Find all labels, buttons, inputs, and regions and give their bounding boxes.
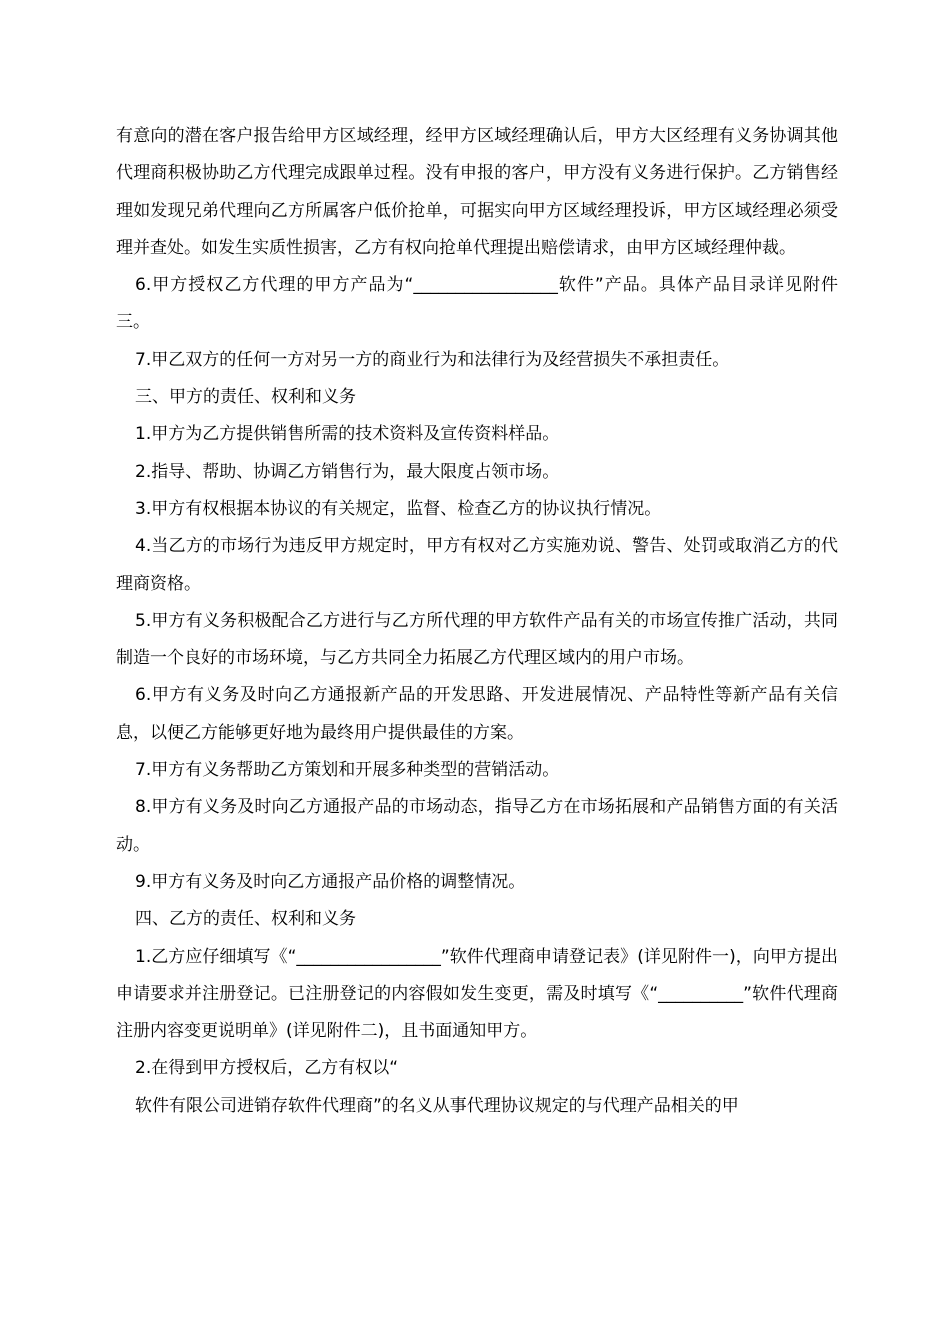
- section-heading-3: 三、甲方的责任、权利和义务: [135, 387, 356, 408]
- paragraph-clause-3-5: 5.甲方有义务积极配合乙方进行与乙方所代理的甲方软件产品有关的市场宣传推广活动，共同制造一个良好的市场环境，与乙方共同全力拓展乙方代理区域内的用户市场。: [116, 610, 838, 669]
- paragraph-clause-3-2: 2.指导、帮助、协调乙方销售行为，最大限度占领市场。: [135, 461, 560, 482]
- paragraph-clause-4-2-continued: 软件有限公司进销存软件代理商”的名义从事代理协议规定的与代理产品相关的甲: [135, 1095, 739, 1116]
- paragraph-clause-4-2: 2.在得到甲方授权后，乙方有权以“: [135, 1058, 399, 1079]
- paragraph-continuation: 有意向的潜在客户报告给甲方区域经理，经甲方区域经理确认后，甲方大区经理有义务协调其他代理商积极协助乙方代理完成跟单过程。没有申报的客户，甲方没有义务进行保护。乙方销售经理如发现兄弟代理向乙方所属客户低价抢单，可据实向甲方区域经理投诉，甲方区域经理必须受理并查处。如发生实质性损害，乙方有权向抢单代理提出赔偿请求，由甲方区域经理仲裁。: [116, 126, 838, 258]
- paragraph-clause-3-7: 7.甲方有义务帮助乙方策划和开展多种类型的营销活动。: [135, 760, 560, 781]
- paragraph-clause-2-7: 7.甲乙双方的任何一方对另一方的商业行为和法律行为及经营损失不承担责任。: [135, 349, 730, 370]
- paragraph-clause-3-4: 4.当乙方的市场行为违反甲方规定时，甲方有权对乙方实施劝说、警告、处罚或取消乙方的代理商资格。: [116, 536, 838, 594]
- paragraph-clause-3-3: 3.甲方有权根据本协议的有关规定，监督、检查乙方的协议执行情况。: [135, 498, 662, 519]
- paragraph-clause-3-1: 1.甲方为乙方提供销售所需的技术资料及宣传资料样品。: [135, 424, 560, 445]
- paragraph-clause-3-8: 8.甲方有义务及时向乙方通报产品的市场动态，指导乙方在市场拓展和产品销售方面的有关活动。: [116, 797, 838, 855]
- paragraph-clause-3-9: 9.甲方有义务及时向乙方通报产品价格的调整情况。: [135, 871, 526, 892]
- section-heading-4: 四、乙方的责任、权利和义务: [135, 909, 356, 930]
- paragraph-clause-3-6: 6.甲方有义务及时向乙方通报新产品的开发思路、开发进展情况、产品特性等新产品有关信息，以便乙方能够更好地为最终用户提供最佳的方案。: [116, 685, 838, 743]
- paragraph-clause-2-6: 6.甲方授权乙方代理的甲方产品为“_________________软件”产品。具体产品目录详见附件三。: [116, 275, 838, 333]
- paragraph-clause-4-1: 1.乙方应仔细填写《“_________________”软件代理商申请登记表》(详见附件一)，向甲方提出申请要求并注册登记。已注册登记的内容假如发生变更，需及时填写《“__________”软件代理商注册内容变更说明单》(详见附件二)，且书面通知甲方。: [116, 946, 838, 1042]
